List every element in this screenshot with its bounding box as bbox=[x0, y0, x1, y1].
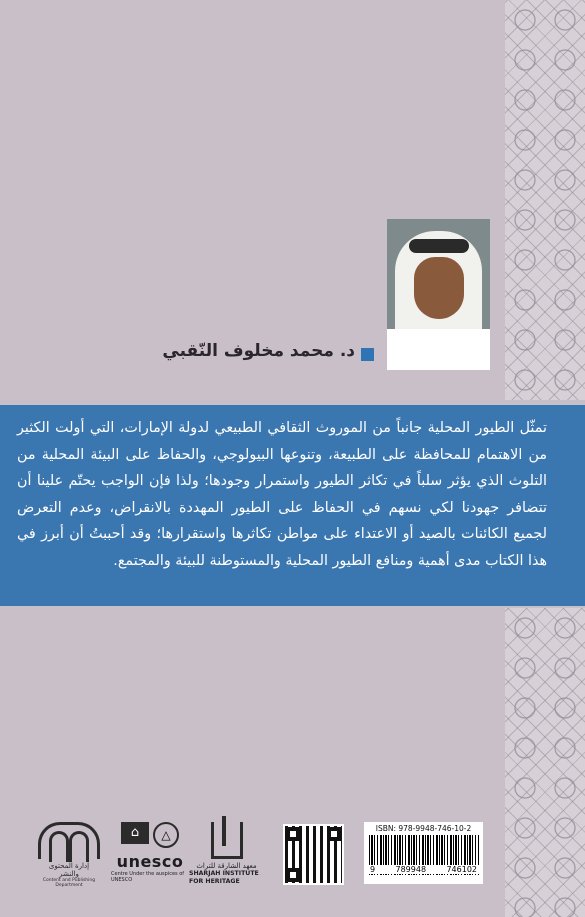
portrait-robe bbox=[387, 329, 490, 370]
publisher-caption-en: Content and Publishing Department bbox=[42, 878, 96, 888]
qr-finder-icon bbox=[327, 827, 341, 841]
isbn-barcode bbox=[364, 822, 483, 884]
author-bullet-square bbox=[361, 348, 374, 361]
author-name: د. محمد مخلوف النّقبي bbox=[162, 341, 355, 361]
blurb-text: تمثّل الطيور المحلية جانباً من الموروث الثقافي الطبيعي لدولة الإمارات، التي أولت الكثير من الاهتمام للمحافظة على الطبيعة، وتنوعها البيولوجي، والحفاظ على البيئة المحلية من التلوث الذي يؤثر سلباً في تكاثر الطيور واستمرار وجودها؛ ولذا فإن الواجب يحتّم علينا أن تتضافر جهودنا لكي نسهم في الحفاظ على الطيور المهددة بالانقراض، وعدم التعرض لجميع الكائنات بالصيد أو الاعتداء على مواطن تكاثرها واستقرارها؛ وقد أحببتُ أن أبرز في هذا الكتاب مدى أهمية ومنافع الطيور المحلية والمستوطنة للبيئة والمجتمع. bbox=[17, 420, 547, 569]
qr-finder-icon bbox=[286, 827, 300, 841]
isbn-label: ISBN: 978-9948-746-10-2 bbox=[375, 824, 472, 833]
heritage-circle-icon: △ bbox=[153, 822, 179, 848]
unesco-logo bbox=[110, 822, 190, 883]
unesco-temple-icon: ⌂ bbox=[121, 822, 149, 844]
barcode-digits bbox=[364, 865, 483, 874]
institute-name-ar: معهد الشارقة للتراث bbox=[196, 862, 257, 870]
publisher-logo bbox=[38, 822, 100, 888]
blurb-band bbox=[0, 405, 585, 606]
decorative-pattern-top bbox=[505, 0, 585, 400]
barcode-digit-left: 9 bbox=[370, 865, 376, 874]
qr-finder-icon bbox=[286, 868, 300, 882]
author-portrait bbox=[387, 219, 490, 370]
barcode-digit-right: 746102 bbox=[446, 865, 477, 874]
unesco-name: unesco bbox=[116, 852, 184, 871]
publisher-caption-ar: إدارة المحتوى والنشر bbox=[48, 862, 90, 878]
decorative-pattern-bottom bbox=[505, 608, 585, 917]
institute-name-en: SHARJAH INSTITUTE FOR HERITAGE bbox=[189, 870, 259, 885]
unesco-caption: Centre Under the auspices of UNESCO bbox=[111, 871, 185, 883]
sharjah-heritage-icon bbox=[211, 822, 243, 859]
publisher-mark-icon bbox=[38, 822, 100, 859]
portrait-face bbox=[414, 257, 464, 319]
portrait-agal bbox=[409, 239, 469, 253]
qr-code bbox=[283, 824, 344, 885]
barcode-digit-mid: 789948 bbox=[395, 865, 427, 874]
sharjah-heritage-logo bbox=[189, 822, 264, 886]
